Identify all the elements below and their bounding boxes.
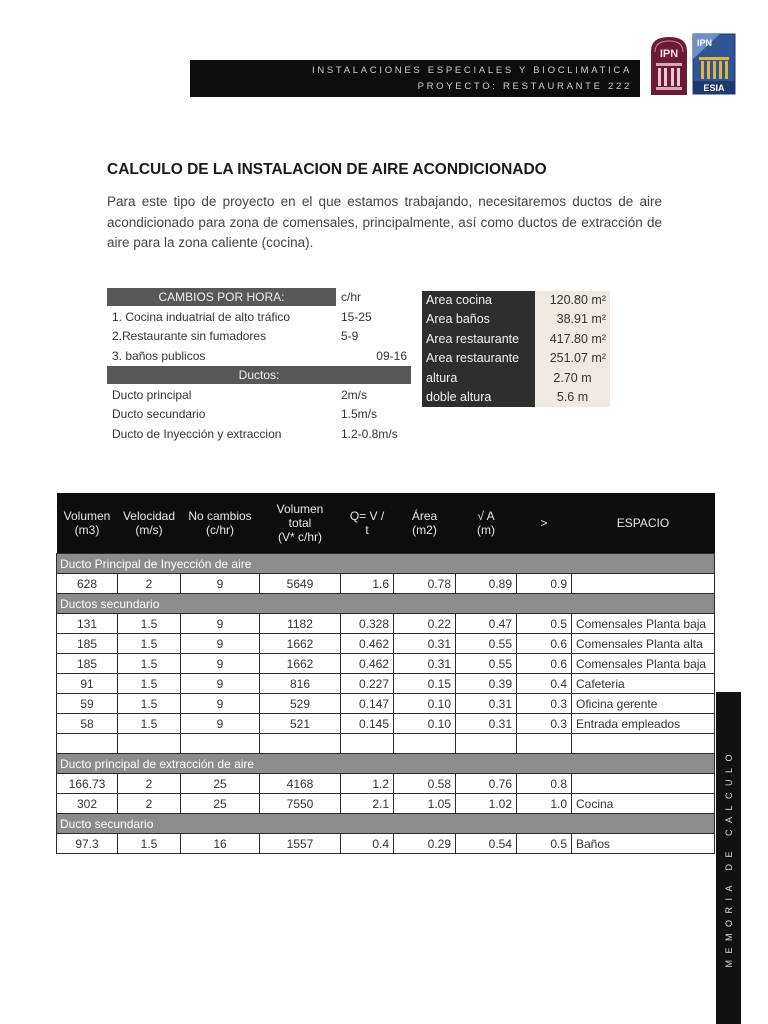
header-bar	[190, 60, 640, 97]
area-label: altura	[422, 369, 535, 388]
air-changes-label: 3. baños publicos	[112, 348, 206, 363]
cell-flow-q: 0.462	[341, 654, 394, 674]
cell-area: 1.05	[394, 794, 456, 814]
air-changes-header: CAMBIOS POR HORA:	[107, 288, 336, 306]
cell-volume: 185	[57, 634, 118, 654]
cell-air-changes: 9	[181, 694, 260, 714]
area-row	[422, 291, 610, 310]
table-row	[57, 794, 715, 814]
cell-air-changes: 9	[181, 634, 260, 654]
cell-velocity: 1.5	[118, 634, 181, 654]
cell-duct-size: 0.5	[517, 834, 572, 854]
table-row	[57, 614, 715, 634]
cell-space: Cocina	[572, 794, 715, 814]
cell-flow-q: 1.6	[341, 574, 394, 594]
duct-speed-row	[107, 386, 411, 406]
cell-duct-size: 0.8	[517, 774, 572, 794]
cell-duct-size: 0.6	[517, 634, 572, 654]
cell-flow-q: 1.2	[341, 774, 394, 794]
cell-flow-q: 0.462	[341, 634, 394, 654]
table-row	[57, 634, 715, 654]
air-changes-row	[107, 347, 411, 367]
cell-air-changes: 9	[181, 614, 260, 634]
cell-volume: 131	[57, 614, 118, 634]
cell-space: Comensales Planta baja	[572, 614, 715, 634]
table-row	[57, 654, 715, 674]
area-row	[422, 310, 610, 329]
air-changes-label: 1. Cocina induatrial de alto tráfico	[112, 309, 291, 324]
cell-sqrt-area: 0.31	[456, 694, 517, 714]
cell-air-changes: 9	[181, 674, 260, 694]
area-row	[422, 330, 610, 349]
air-changes-header-row	[107, 288, 411, 306]
esia-logo-top-lettering: IPN	[697, 38, 713, 48]
section-row	[57, 754, 715, 774]
ducts-header: Ductos:	[107, 366, 411, 384]
cell-flow-q	[341, 734, 394, 754]
cell-area: 0.78	[394, 574, 456, 594]
cell-air-changes: 16	[181, 834, 260, 854]
column-header-space: ESPACIO	[572, 493, 715, 554]
cell-volume: 628	[57, 574, 118, 594]
header-project-title: PROYECTO: RESTAURANTE 222	[417, 81, 632, 92]
section-row	[57, 814, 715, 834]
cell-total-volume: 5649	[260, 574, 341, 594]
air-changes-table	[107, 288, 411, 444]
area-label: Area restaurante	[422, 349, 535, 368]
side-label: MEMORIA DE CALCULO	[723, 748, 734, 968]
cell-volume: 97.3	[57, 834, 118, 854]
table-body	[57, 554, 715, 854]
duct-label: Ducto de Inyección y extraccion	[112, 426, 282, 441]
page-title: CALCULO DE LA INSTALACION DE AIRE ACONDICIONADO	[107, 161, 547, 178]
area-label: Area restaurante	[422, 330, 535, 349]
cell-air-changes: 9	[181, 654, 260, 674]
area-value: 417.80 m²	[535, 330, 610, 349]
cell-space: Comensales Planta baja	[572, 654, 715, 674]
cell-volume: 59	[57, 694, 118, 714]
table-row	[57, 574, 715, 594]
cell-space: Cafeteria	[572, 674, 715, 694]
cell-space: Entrada empleados	[572, 714, 715, 734]
cell-velocity: 1.5	[118, 674, 181, 694]
cell-air-changes	[181, 734, 260, 754]
cell-total-volume: 4168	[260, 774, 341, 794]
duct-label: Ducto principal	[112, 387, 192, 402]
cell-velocity: 2	[118, 774, 181, 794]
cell-volume	[57, 734, 118, 754]
cell-area: 0.29	[394, 834, 456, 854]
table-header-row	[57, 493, 715, 554]
cell-duct-size: 0.4	[517, 674, 572, 694]
cell-total-volume: 1662	[260, 634, 341, 654]
cell-sqrt-area: 0.54	[456, 834, 517, 854]
cell-area: 0.58	[394, 774, 456, 794]
cell-sqrt-area: 0.76	[456, 774, 517, 794]
area-value: 5.6 m	[535, 388, 610, 407]
section-title: Ducto Principal de Inyección de aire	[57, 554, 715, 574]
areas-table	[422, 291, 610, 407]
air-changes-row	[107, 327, 411, 347]
cell-air-changes: 25	[181, 794, 260, 814]
air-changes-value: 15-25	[341, 309, 372, 324]
section-row	[57, 594, 715, 614]
column-header-flow-q: Q= V / t	[341, 493, 394, 554]
section-title: Ducto principal de extracción de aire	[57, 754, 715, 774]
cell-sqrt-area	[456, 734, 517, 754]
area-row	[422, 349, 610, 368]
cell-space: Comensales Planta alta	[572, 634, 715, 654]
cell-velocity: 1.5	[118, 654, 181, 674]
air-changes-label: 2.Restaurante sin fumadores	[112, 329, 267, 343]
cell-duct-size: 1.0	[517, 794, 572, 814]
area-value: 120.80 m²	[535, 291, 610, 310]
cell-total-volume: 816	[260, 674, 341, 694]
area-row	[422, 388, 610, 407]
table-row	[57, 774, 715, 794]
duct-speed: 1.5m/s	[341, 407, 378, 421]
area-label: Area baños	[422, 310, 535, 329]
ducts-header-row	[107, 366, 411, 384]
table-row	[57, 674, 715, 694]
duct-speed: 2m/s	[341, 387, 368, 402]
table-row	[57, 834, 715, 854]
cell-air-changes: 9	[181, 714, 260, 734]
cell-flow-q: 2.1	[341, 794, 394, 814]
cell-volume: 166.73	[57, 774, 118, 794]
cell-duct-size: 0.9	[517, 574, 572, 594]
cell-volume: 302	[57, 794, 118, 814]
cell-duct-size: 0.6	[517, 654, 572, 674]
calculation-table-grid	[56, 493, 715, 854]
area-row	[422, 369, 610, 388]
cell-area: 0.10	[394, 714, 456, 734]
cell-sqrt-area: 0.89	[456, 574, 517, 594]
column-header-duct-size: >	[517, 493, 572, 554]
cell-duct-size: 0.3	[517, 714, 572, 734]
cell-flow-q: 0.4	[341, 834, 394, 854]
side-label-bar	[716, 692, 741, 1024]
column-header-velocity: Velocidad (m/s)	[118, 493, 181, 554]
ipn-logo-lettering: IPN	[659, 48, 679, 60]
cell-total-volume	[260, 734, 341, 754]
table-row	[57, 714, 715, 734]
cell-flow-q: 0.227	[341, 674, 394, 694]
cell-velocity: 2	[118, 794, 181, 814]
cell-space	[572, 734, 715, 754]
cell-air-changes: 9	[181, 574, 260, 594]
cell-area: 0.10	[394, 694, 456, 714]
esia-logo-bottom-lettering: ESIA	[703, 83, 725, 93]
column-header-total-volume: Volumen total (V* c/hr)	[260, 493, 341, 554]
cell-velocity	[118, 734, 181, 754]
cell-total-volume: 521	[260, 714, 341, 734]
table-row	[57, 734, 715, 754]
cell-space	[572, 774, 715, 794]
area-label: Area cocina	[422, 291, 535, 310]
duct-speed: 1.2-0.8m/s	[341, 426, 398, 441]
section-title: Ductos secundario	[57, 594, 715, 614]
duct-label: Ducto secundario	[112, 407, 206, 421]
area-label: doble altura	[422, 388, 535, 407]
table-header	[57, 493, 715, 554]
cell-sqrt-area: 0.39	[456, 674, 517, 694]
air-changes-unit: c/hr	[341, 290, 362, 304]
column-header-area: Área (m2)	[394, 493, 456, 554]
cell-total-volume: 1182	[260, 614, 341, 634]
cell-flow-q: 0.145	[341, 714, 394, 734]
esia-logo	[692, 33, 736, 95]
duct-speed-row	[107, 405, 411, 425]
cell-flow-q: 0.328	[341, 614, 394, 634]
cell-total-volume: 1557	[260, 834, 341, 854]
cell-sqrt-area: 1.02	[456, 794, 517, 814]
cell-space: Oficina gerente	[572, 694, 715, 714]
area-value: 251.07 m²	[535, 349, 610, 368]
cell-area: 0.31	[394, 634, 456, 654]
area-value: 2.70 m	[535, 369, 610, 388]
cell-total-volume: 529	[260, 694, 341, 714]
cell-volume: 58	[57, 714, 118, 734]
cell-area: 0.15	[394, 674, 456, 694]
cell-total-volume: 7550	[260, 794, 341, 814]
header-course-title: INSTALACIONES ESPECIALES Y BIOCLIMATICA	[312, 65, 632, 76]
air-changes-value: 5-9	[341, 329, 359, 343]
table-row	[57, 694, 715, 714]
cell-sqrt-area: 0.55	[456, 654, 517, 674]
cell-sqrt-area: 0.31	[456, 714, 517, 734]
cell-area	[394, 734, 456, 754]
intro-paragraph: Para este tipo de proyecto en el que estamos trabajando, necesitaremos ductos de aire acondicionado para zona de comensales, principalmente, así como ductos de extracción de aire para la zona caliente (cocina).	[107, 194, 662, 250]
cell-space: Baños	[572, 834, 715, 854]
duct-speed-row	[107, 425, 411, 445]
cell-duct-size	[517, 734, 572, 754]
column-header-sqrt-area: √ A (m)	[456, 493, 517, 554]
air-changes-value: 09-16	[376, 348, 407, 363]
cell-total-volume: 1662	[260, 654, 341, 674]
cell-duct-size: 0.5	[517, 614, 572, 634]
cell-volume: 91	[57, 674, 118, 694]
column-header-volume: Volumen (m3)	[57, 493, 118, 554]
cell-velocity: 1.5	[118, 834, 181, 854]
cell-duct-size: 0.3	[517, 694, 572, 714]
cell-flow-q: 0.147	[341, 694, 394, 714]
cell-velocity: 1.5	[118, 614, 181, 634]
duct-calculation-table	[56, 493, 714, 854]
column-header-air-changes: No cambios (c/hr)	[181, 493, 260, 554]
cell-velocity: 1.5	[118, 694, 181, 714]
cell-sqrt-area: 0.47	[456, 614, 517, 634]
cell-area: 0.31	[394, 654, 456, 674]
section-row	[57, 554, 715, 574]
air-changes-row	[107, 308, 411, 328]
area-value: 38.91 m²	[535, 310, 610, 329]
cell-volume: 185	[57, 654, 118, 674]
cell-sqrt-area: 0.55	[456, 634, 517, 654]
cell-air-changes: 25	[181, 774, 260, 794]
cell-velocity: 2	[118, 574, 181, 594]
ipn-logo	[648, 35, 690, 97]
cell-space	[572, 574, 715, 594]
cell-area: 0.22	[394, 614, 456, 634]
cell-velocity: 1.5	[118, 714, 181, 734]
section-title: Ducto secundario	[57, 814, 715, 834]
